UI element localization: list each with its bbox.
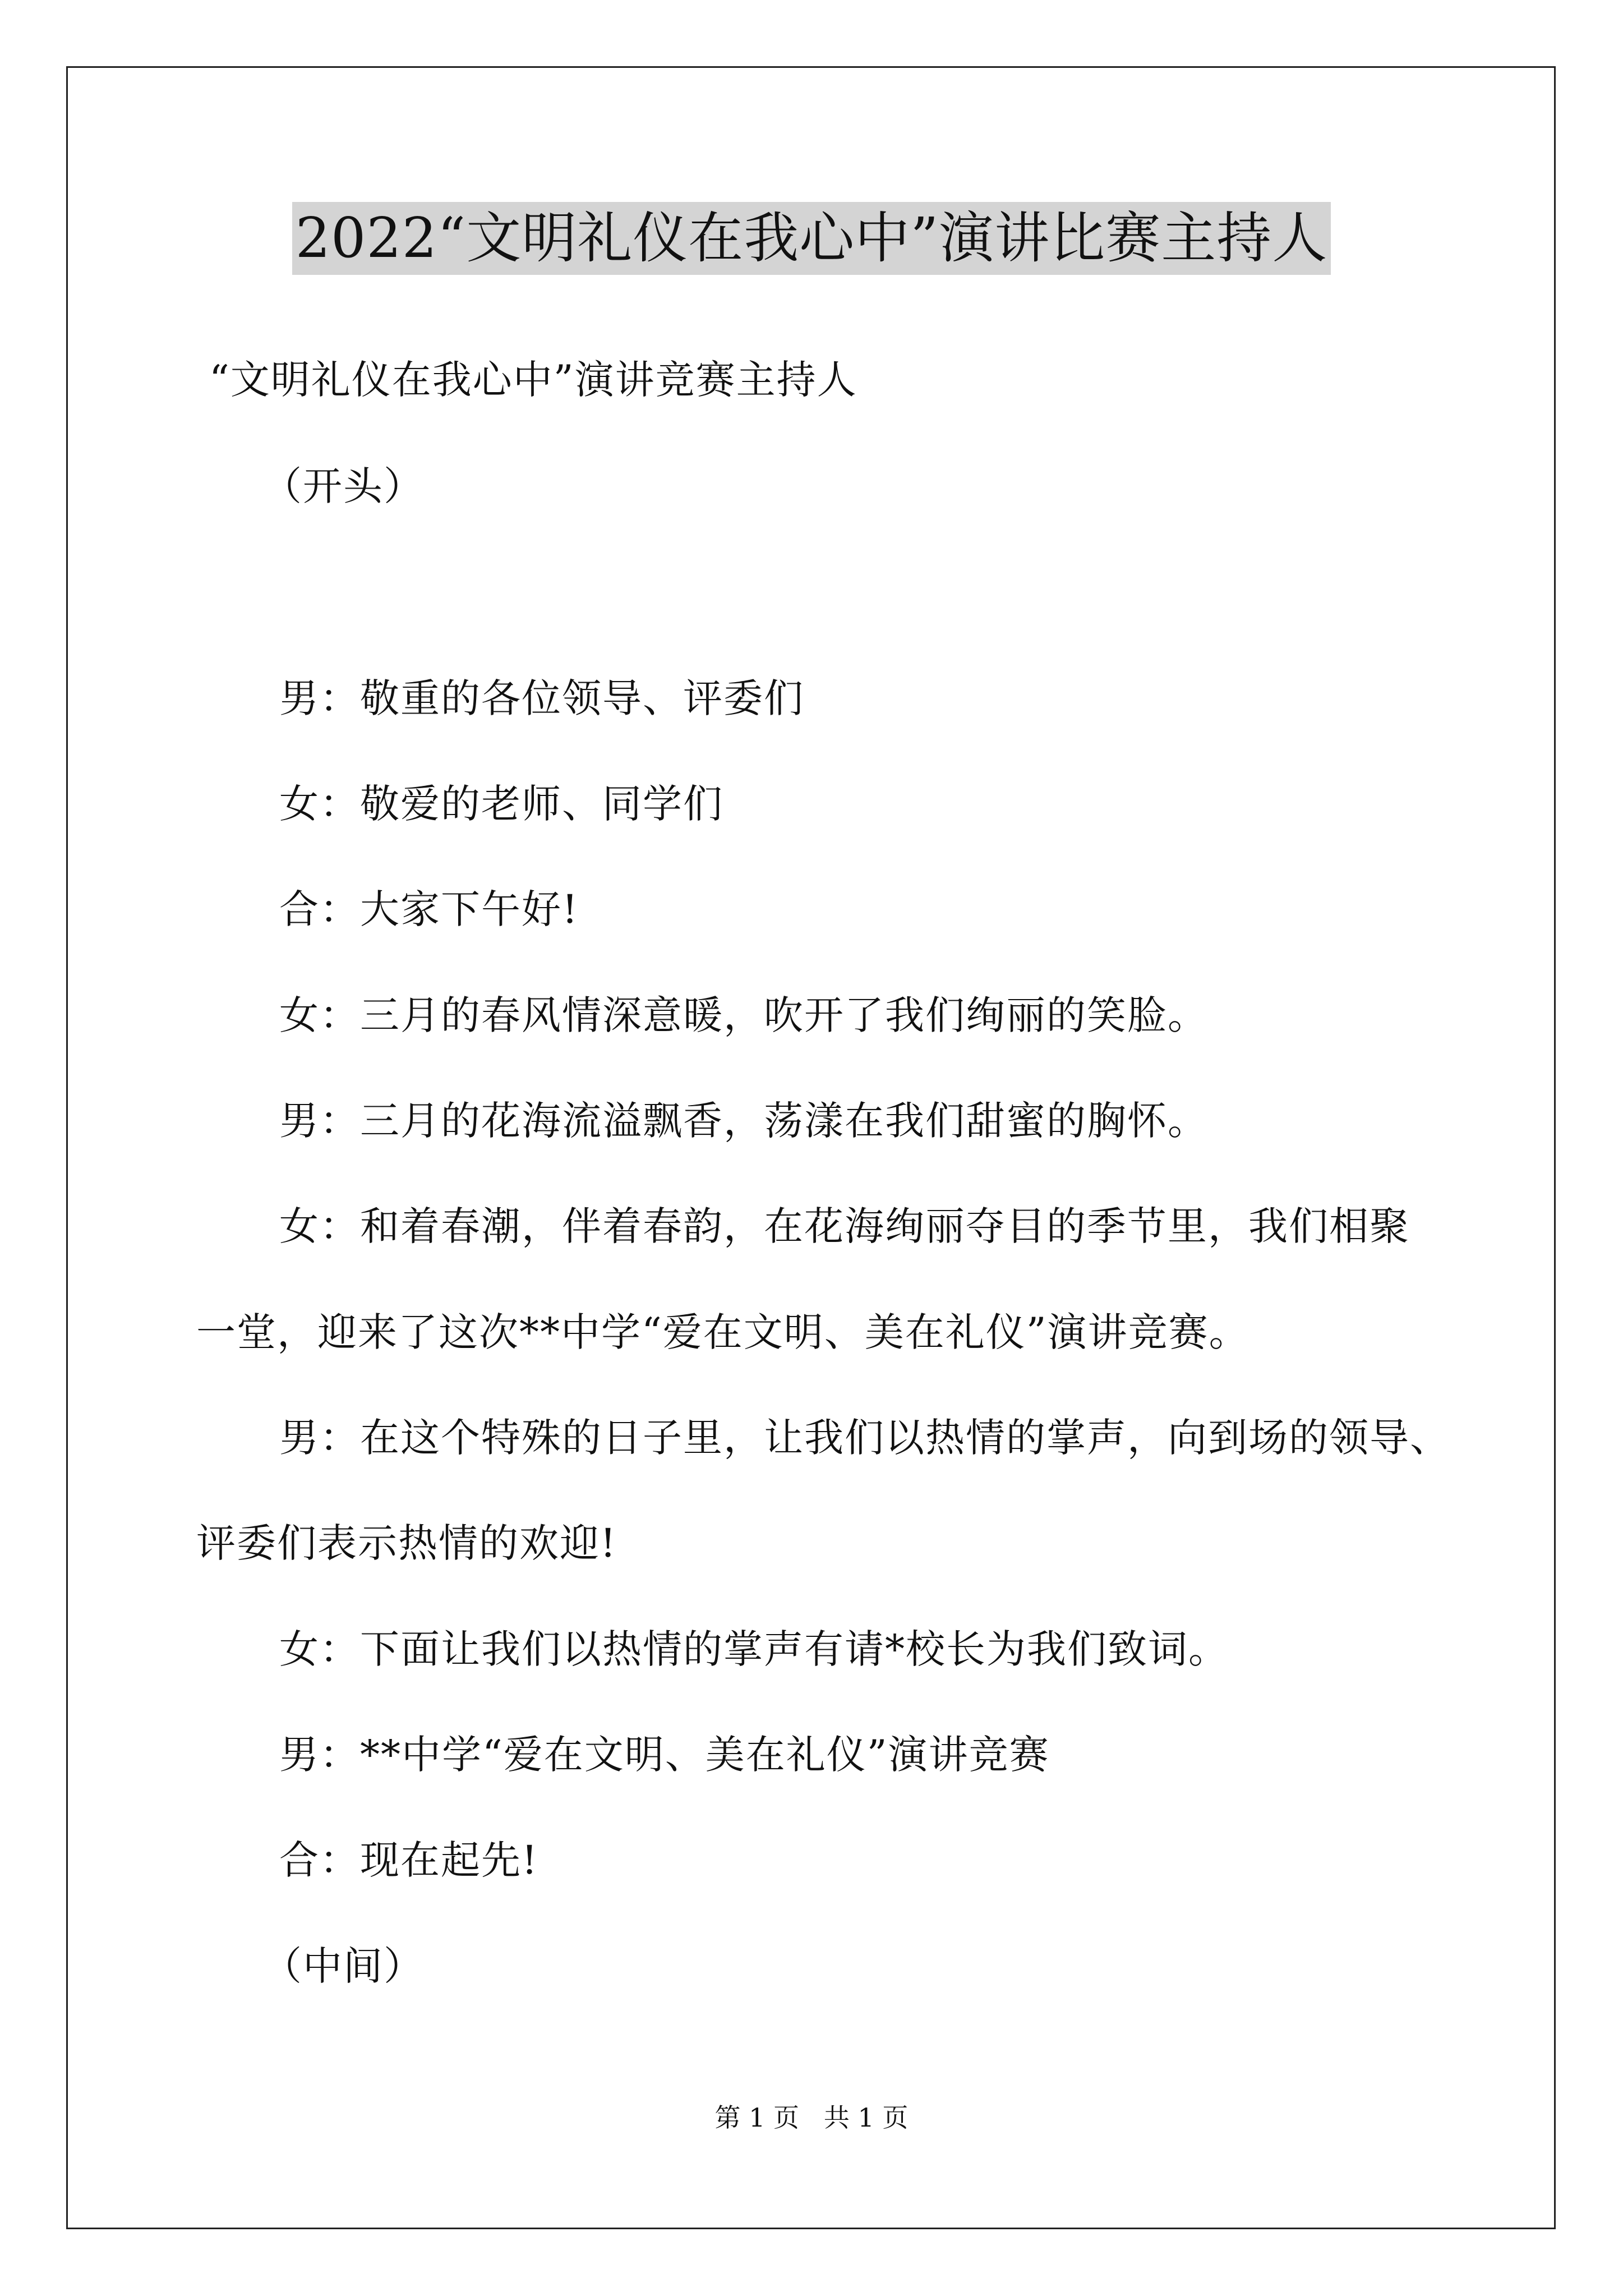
document-title: 2022“文明礼仪在我心中”演讲比赛主持人 <box>292 202 1331 275</box>
page-footer: 第 1 页 共 1 页 <box>714 2102 909 2133</box>
paragraph-line-continued: 一堂，迎来了这次**中学“爱在文明、美在礼仪”演讲竞赛。 <box>196 1309 1249 1355</box>
paragraph-line: 女：下面让我们以热情的掌声有请*校长为我们致词。 <box>279 1626 1229 1672</box>
document-subtitle: “文明礼仪在我心中”演讲竞赛主持人 <box>209 357 857 403</box>
paragraph-line: 男：**中学“爱在文明、美在礼仪”演讲竞赛 <box>279 1732 1050 1778</box>
paragraph-line-continued: 评委们表示热情的欢迎! <box>196 1520 617 1566</box>
paragraph-line: 女：敬爱的老师、同学们 <box>279 781 723 827</box>
section-heading-opening: （开头） <box>262 463 424 509</box>
paragraph-line: 女：和着春潮，伴着春韵，在花海绚丽夺目的季节里，我们相聚 <box>279 1203 1410 1249</box>
paragraph-line: 男：在这个特殊的日子里，让我们以热情的掌声，向到场的领导、 <box>279 1415 1450 1461</box>
section-heading-middle: （中间） <box>262 1943 424 1989</box>
paragraph-line: 合：大家下午好! <box>279 886 579 932</box>
title-container <box>0 202 1623 275</box>
paragraph-line: 女：三月的春风情深意暖，吹开了我们绚丽的笑脸。 <box>279 992 1208 1038</box>
paragraph-line: 男：敬重的各位领导、评委们 <box>279 675 804 721</box>
paragraph-line: 合：现在起先! <box>279 1837 539 1883</box>
paragraph-line: 男：三月的花海流溢飘香，荡漾在我们甜蜜的胸怀。 <box>279 1098 1208 1144</box>
